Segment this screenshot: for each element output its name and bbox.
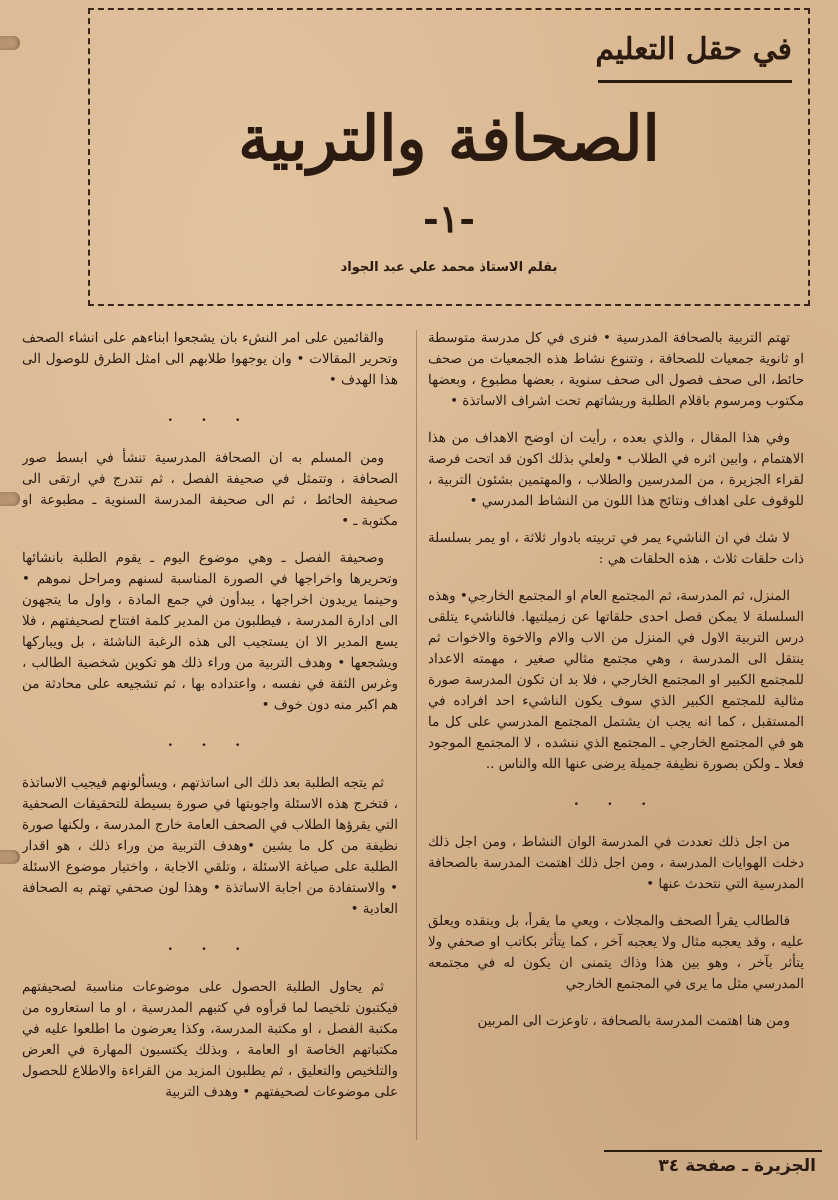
author-byline: بقلم الاستاذ محمد علي عبد الجواد (340, 260, 558, 275)
section-separator: . . . (167, 734, 253, 750)
paragraph: فالطالب يقرأ الصحف والمجلات ، ويعي ما يقرأ، بل وينقده ويعلق عليه ، وقد يعجبه مثال ولا يعجبه آخر ، كما يتأثر بكاتب او صحفي ولا يتأثر بآخر ، وهو بين هذا وذاك يتمنى ان يكون له في مجتمعه المدرسي مثل ما يرى في المجتمع الخارجي (428, 914, 804, 992)
title-frame (88, 8, 810, 306)
paragraph: من اجل ذلك تعددت في المدرسة الوان النشاط ، ومن اجل ذلك دخلت الهوايات المدرسة ، ومن اجل ذلك اهتمت المدرسة بالصحافة المدرسية التي نتحدث عنها • (428, 835, 804, 892)
left-column (22, 328, 398, 1140)
right-column (428, 328, 804, 1140)
paragraph: لا شك في ان الناشيء يمر في تربيته بادوار ثلاثة ، او يمر بسلسلة ذات حلقات ثلاث ، هذه الحلقات هي : (428, 531, 804, 567)
part-number: -١- (423, 196, 475, 241)
paragraph: ومن هنا اهتمت المدرسة بالصحافة ، تاوعزت الى المربين (477, 1014, 790, 1029)
paragraph: المنزل، ثم المدرسة، ثم المجتمع العام او المجتمع الخارجي• وهذه السلسلة لا يمكن فصل احدى حلقاتها عن زميلتيها. فالناشيء يتلقى درس التربية الاول في المنزل من الاب والام والاخوة والاخوات ثم ينتقل الى المدرسة ، وهي مجتمع مثالي صغير ، مهمته الاعداد للمجتمع الكبير او المجتمع الخارجي ، فلا بد ان تكون المدرسة صورة مثالية للمجتمع الكبير الذي سوف يكون الناشيء احد افراده في المستقبل ، كما انه يجب ان يشتمل المجتمع المدرسي على كل ما هو في المجتمع الخارجي ـ المجتمع الذي ننشده ، لا المجتمع الموجود فعلا ـ ولكن بصورة نظيفة جميلة يرضى عنها الله والناس .. (428, 589, 804, 772)
section-kicker: في حقل التعليم (595, 32, 792, 67)
footer-rule (604, 1150, 822, 1152)
section-separator: . . . (573, 793, 659, 809)
section-separator: . . . (167, 938, 253, 954)
article-title: الصحافة والتربية (238, 102, 660, 175)
kicker-underline (598, 80, 792, 83)
paragraph: وفي هذا المقال ، والذي بعده ، رأيت ان اوضح الاهداف من هذا الاهتمام ، وابين اثره في الطلاب • ولعلي بذلك اكون قد اتحت فرصة لقراء الجزيرة ، من المدرسين والطلاب ، والمهتمين بشئون التربية ، للوقوف على اهداف ونتائج هذا اللون من النشاط المدرسي • (428, 431, 804, 509)
page-footer: الجزيرة ـ صفحة ٣٤ (658, 1156, 816, 1176)
column-divider (416, 330, 417, 1140)
paragraph: ومن المسلم به ان الصحافة المدرسية تنشأ في ابسط صور الصحافة ، وتتمثل في صحيفة الفصل ، ثم تتدرج في ارتقى الى صحيفة الحائط ، ثم الى صحيفة المدرسة السنوية ـ مطبوعة او مكتوبة ـ • (22, 451, 398, 529)
punch-hole-middle (0, 492, 20, 506)
section-separator: . . . (167, 409, 253, 425)
paragraph: وصحيفة الفصل ـ وهي موضوع اليوم ـ يقوم الطلبة بانشائها وتحريرها واخراجها في الصورة المناسبة لسنهم ومراحل نموهم • وحينما يريدون اخراجها ، يبدأون في جمع المادة ، واول ما يتجهون الى ادارة المدرسة ، فيطلبون من المدير كلمة افتتاح لصحيفتهم ، فلا يسع المدير الا ان يستجيب الى هذه الرغبة الناشئة ، بل ويباركها ويشجعها • وهدف التربية من وراء ذلك هو تكوين شخصية الطالب ، وغرس الثقة في نفسه ، واعتداده بها ، ثم تشجيعه على محادثة من هم اكبر منه دون خوف • (22, 551, 398, 713)
paragraph: والقائمين على امر النشء بان يشجعوا ابناءهم على انشاء الصحف وتحرير المقالات • وان يوجهوا طلابهم الى امثل الطرق للوصول الى هذا الهدف • (22, 331, 398, 388)
punch-hole-top (0, 36, 20, 50)
paragraph: تهتم التربية بالصحافة المدرسية • فنرى في كل مدرسة متوسطة او ثانوية جمعيات للصحافة ، وتتنوع نشاط هذه الجمعيات من صحف حائط، الى صحف فصول الى صحف سنوية ، بعضها مطبوع ، وبعضها مكتوب ومرسوم باقلام الطلبة وريشاتهم تحت اشراف الاساتذة • (428, 331, 804, 409)
punch-hole-bottom (0, 850, 20, 864)
paragraph: ثم يحاول الطلبة الحصول على موضوعات مناسبة لصحيفتهم فيكتبون تلخيصا لما قرأوه في كتبهم المدرسية ، او ما استعاروه من مكتبة الفصل ، او مكتبة المدرسة، وكذا يعرضون ما اطلعوا عليه في مكتباتهم الخاصة او العامة ، وبذلك يكتسبون المهارة في العرض والتلخيص والتعليق ، ثم يطلبون المزيد من القراءة والاطلاع للحصول على موضوعات لصحيفتهم • وهدف التربية (22, 980, 398, 1100)
paragraph: ثم يتجه الطلبة بعد ذلك الى اساتذتهم ، ويسألونهم فيجيب الاساتذة ، فتخرج هذه الاسئلة واجوبتها في صورة بسيطة للتحقيقات الصحفية التي يقرؤها الطلاب في الصحف العامة خارج المدرسة ، ولكنها صورة نظيفة من كل ما يشين •وهدف التربية من وراء ذلك ، هو اقدار الطلبة على صياغة الاسئلة ، وتلقي الاجابة ، واختيار موضوع الاسئلة • والاستفادة من اجابة الاساتذة • وهذا لون صحفي تهتم به الصحافة العادية • (22, 776, 398, 917)
